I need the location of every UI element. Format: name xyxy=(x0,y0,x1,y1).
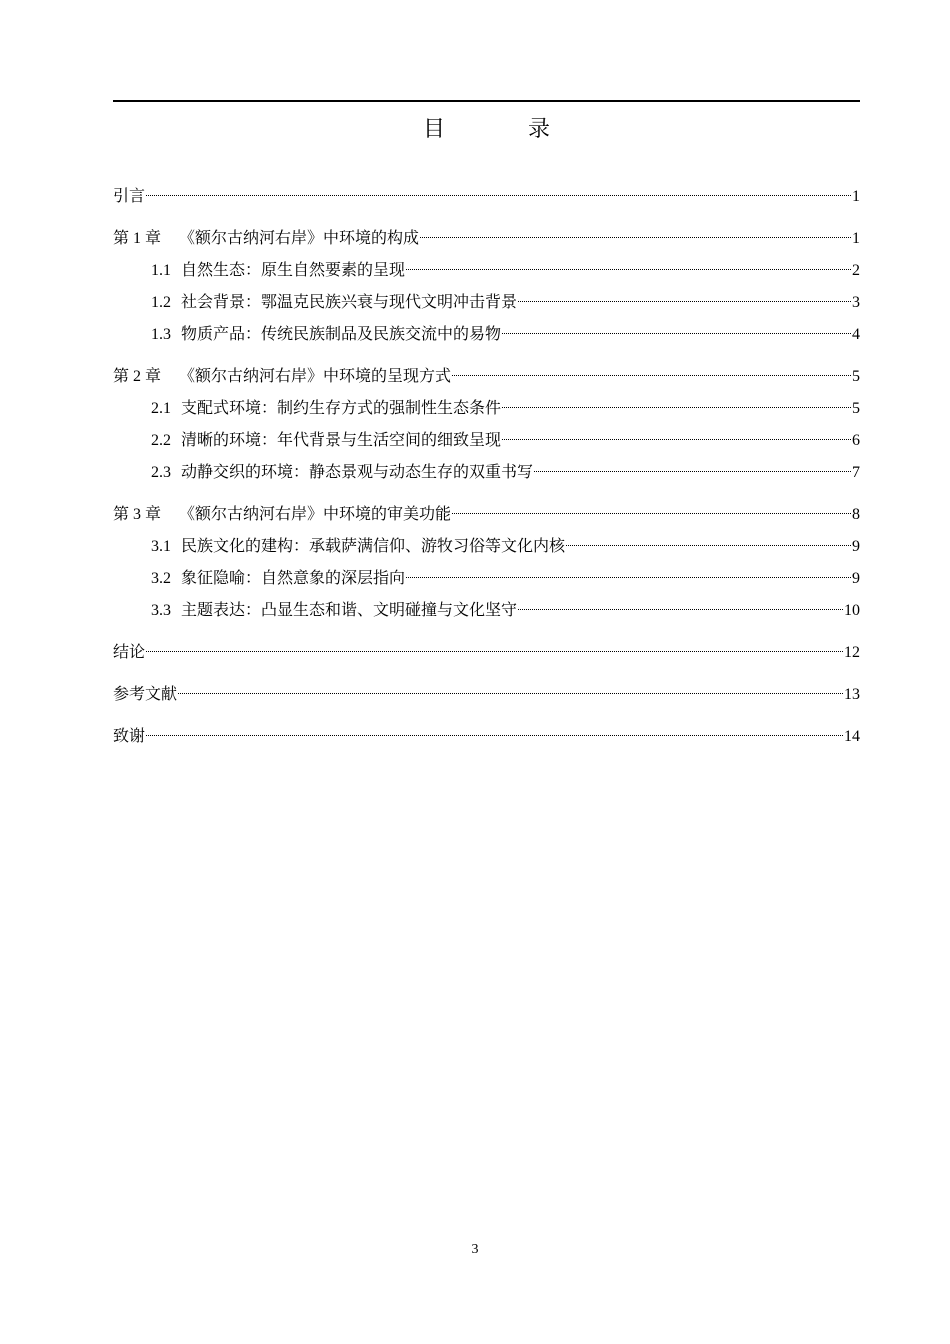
toc-entry-section-3-2[interactable] xyxy=(113,562,860,594)
toc-entry-number: 3.1 xyxy=(151,538,171,555)
toc-entry-label: 动静交织的环境：静态景观与动态生存的双重书写 xyxy=(181,462,534,481)
dot-leader xyxy=(566,545,851,546)
table-of-contents xyxy=(113,180,860,752)
toc-title: 目 录 xyxy=(423,117,588,142)
toc-entry-page: 7 xyxy=(852,464,860,481)
toc-entry-page: 1 xyxy=(852,230,860,247)
toc-entry-page: 12 xyxy=(844,644,860,661)
toc-entry-label: 参考文献 xyxy=(113,684,178,703)
dot-leader xyxy=(146,735,843,736)
toc-entry-label: 象征隐喻：自然意象的深层指向 xyxy=(181,568,406,587)
toc-entry-page: 9 xyxy=(852,538,860,555)
dot-leader xyxy=(534,471,851,472)
toc-entry-introduction[interactable] xyxy=(113,180,860,212)
toc-entry-number: 3.2 xyxy=(151,570,171,587)
toc-entry-acknowledgements[interactable] xyxy=(113,720,860,752)
toc-entry-section-3-3[interactable] xyxy=(113,594,860,626)
toc-entry-page: 5 xyxy=(852,400,860,417)
toc-entry-references[interactable] xyxy=(113,678,860,710)
toc-entry-label: 主题表达：凸显生态和谐、文明碰撞与文化坚守 xyxy=(181,600,518,619)
toc-entry-section-3-1[interactable] xyxy=(113,530,860,562)
toc-entry-page: 2 xyxy=(852,262,860,279)
dot-leader xyxy=(452,513,851,514)
toc-entry-section-1-2[interactable] xyxy=(113,286,860,318)
toc-entry-page: 13 xyxy=(844,686,860,703)
toc-entry-label: 致谢 xyxy=(113,726,146,745)
dot-leader xyxy=(178,693,843,694)
dot-leader xyxy=(420,237,851,238)
toc-entry-section-2-1[interactable] xyxy=(113,392,860,424)
dot-leader xyxy=(406,269,851,270)
toc-entry-label: 《额尔古纳河右岸》中环境的呈现方式 xyxy=(179,366,452,385)
dot-leader xyxy=(518,609,843,610)
page-number: 3 xyxy=(471,1242,479,1257)
toc-entry-section-1-3[interactable] xyxy=(113,318,860,350)
header-rule xyxy=(113,100,860,102)
dot-leader xyxy=(406,577,851,578)
toc-entry-section-1-1[interactable] xyxy=(113,254,860,286)
toc-entry-label: 结论 xyxy=(113,642,146,661)
toc-entry-chapter-1[interactable] xyxy=(113,222,860,254)
toc-entry-section-2-2[interactable] xyxy=(113,424,860,456)
toc-entry-number: 1.1 xyxy=(151,262,171,279)
dot-leader xyxy=(502,407,851,408)
toc-entry-page: 8 xyxy=(852,506,860,523)
dot-leader xyxy=(502,333,851,334)
toc-entry-label: 《额尔古纳河右岸》中环境的构成 xyxy=(179,228,420,247)
toc-entry-page: 1 xyxy=(852,188,860,205)
toc-entry-label: 清晰的环境：年代背景与生活空间的细致呈现 xyxy=(181,430,502,449)
dot-leader xyxy=(146,195,851,196)
toc-entry-number: 2.2 xyxy=(151,432,171,449)
toc-entry-chapter-2[interactable] xyxy=(113,360,860,392)
toc-entry-number: 第 1 章 xyxy=(113,230,162,247)
toc-entry-label: 《额尔古纳河右岸》中环境的审美功能 xyxy=(179,504,452,523)
dot-leader xyxy=(146,651,843,652)
toc-entry-label: 社会背景：鄂温克民族兴衰与现代文明冲击背景 xyxy=(181,292,518,311)
toc-entry-label: 支配式环境：制约生存方式的强制性生态条件 xyxy=(181,398,502,417)
toc-entry-page: 3 xyxy=(852,294,860,311)
toc-entry-label: 自然生态：原生自然要素的呈现 xyxy=(181,260,406,279)
toc-entry-conclusion[interactable] xyxy=(113,636,860,668)
toc-entry-page: 4 xyxy=(852,326,860,343)
toc-entry-number: 2.1 xyxy=(151,400,171,417)
toc-entry-label: 民族文化的建构：承载萨满信仰、游牧习俗等文化内核 xyxy=(181,536,566,555)
toc-entry-label: 物质产品：传统民族制品及民族交流中的易物 xyxy=(181,324,502,343)
toc-entry-number: 第 2 章 xyxy=(113,368,162,385)
toc-entry-chapter-3[interactable] xyxy=(113,498,860,530)
toc-entry-page: 14 xyxy=(844,728,860,745)
toc-entry-label: 引言 xyxy=(113,186,146,205)
toc-entry-page: 10 xyxy=(844,602,860,619)
dot-leader xyxy=(452,375,851,376)
toc-entry-number: 3.3 xyxy=(151,602,171,619)
toc-entry-page: 9 xyxy=(852,570,860,587)
dot-leader xyxy=(518,301,851,302)
toc-entry-number: 1.2 xyxy=(151,294,171,311)
toc-entry-number: 1.3 xyxy=(151,326,171,343)
dot-leader xyxy=(502,439,851,440)
toc-entry-page: 6 xyxy=(852,432,860,449)
toc-entry-page: 5 xyxy=(852,368,860,385)
toc-entry-number: 2.3 xyxy=(151,464,171,481)
toc-entry-section-2-3[interactable] xyxy=(113,456,860,488)
toc-entry-number: 第 3 章 xyxy=(113,506,162,523)
